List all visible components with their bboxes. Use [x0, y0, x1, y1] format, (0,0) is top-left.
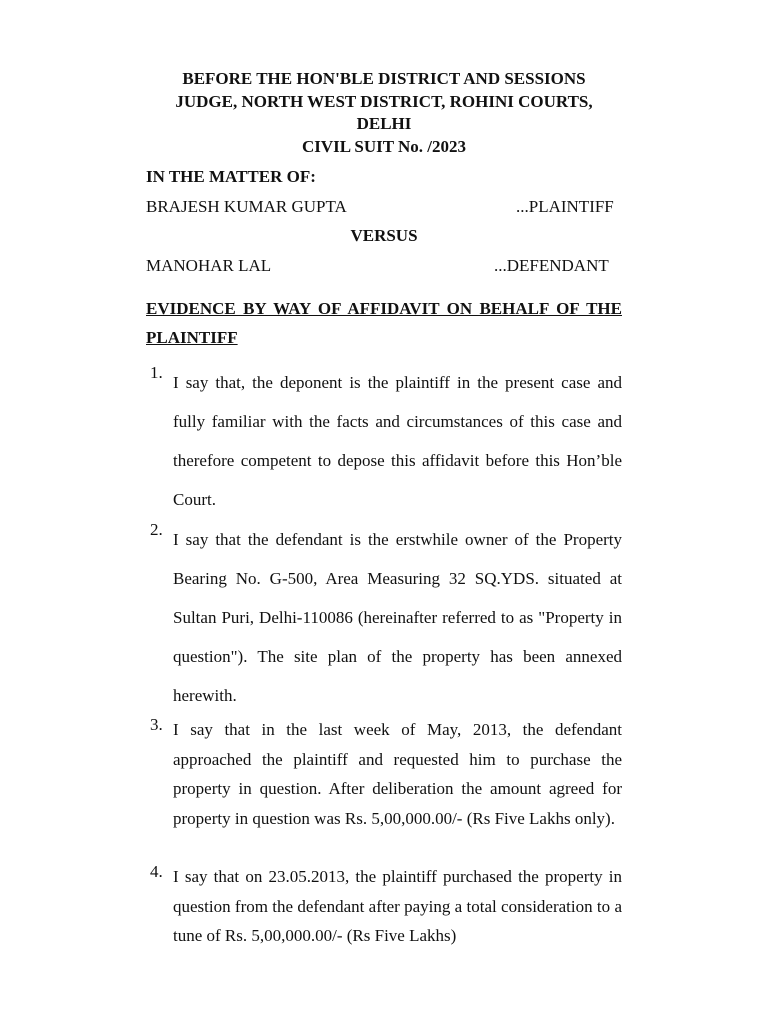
plaintiff-name: BRAJESH KUMAR GUPTA — [146, 197, 347, 216]
paragraph-number: 2. — [150, 520, 163, 539]
paragraph-text: I say that, the deponent is the plaintiff in the present case and fully familiar with the facts and circumstances of this case and therefore competent to depose this affidavit before this Hon’ble Court. — [173, 373, 622, 509]
paragraph-text: I say that the defendant is the erstwhile owner of the Property Bearing No. G-500, Area Measuring 32 SQ.YDS. situated at Sultan Puri, Delhi-110086 (hereinafter referred to as "Property in question"). The site plan of the property has been annexed herewith. — [173, 530, 622, 705]
paragraph-number: 3. — [150, 715, 163, 734]
court-heading — [146, 68, 622, 158]
paragraph-number: 1. — [150, 363, 163, 382]
paragraph-number: 4. — [150, 862, 163, 881]
suit-number: CIVIL SUIT No. /2023 — [301, 136, 467, 156]
paragraph-text: I say that on 23.05.2013, the plaintiff purchased the property in question from the defendant after paying a total consideration to a tune of Rs. 5,00,000.00/- (Rs Five Lakhs) — [173, 867, 622, 945]
heading-line-3: DELHI — [356, 114, 412, 133]
versus-label: VERSUS — [350, 226, 418, 245]
paragraph-text: I say that in the last week of May, 2013, the defendant approached the plaintiff and requested him to purchase the property in question. After deliberation the amount agreed for property in question was Rs. 5,00,000.00/- (Rs Five Lakhs only). — [173, 720, 622, 828]
affidavit-title: EVIDENCE BY WAY OF AFFIDAVIT ON BEHALF OF THE PLAINTIFF — [146, 299, 622, 347]
defendant-name: MANOHAR LAL — [146, 256, 272, 275]
plaintiff-role: ...PLAINTIFF — [516, 197, 614, 216]
in-the-matter-label: IN THE MATTER OF: — [146, 167, 316, 186]
heading-line-1: BEFORE THE HON'BLE DISTRICT AND SESSIONS — [182, 69, 586, 88]
defendant-role: ...DEFENDANT — [494, 256, 609, 275]
heading-line-2: JUDGE, NORTH WEST DISTRICT, ROHINI COURTS, — [175, 91, 593, 111]
